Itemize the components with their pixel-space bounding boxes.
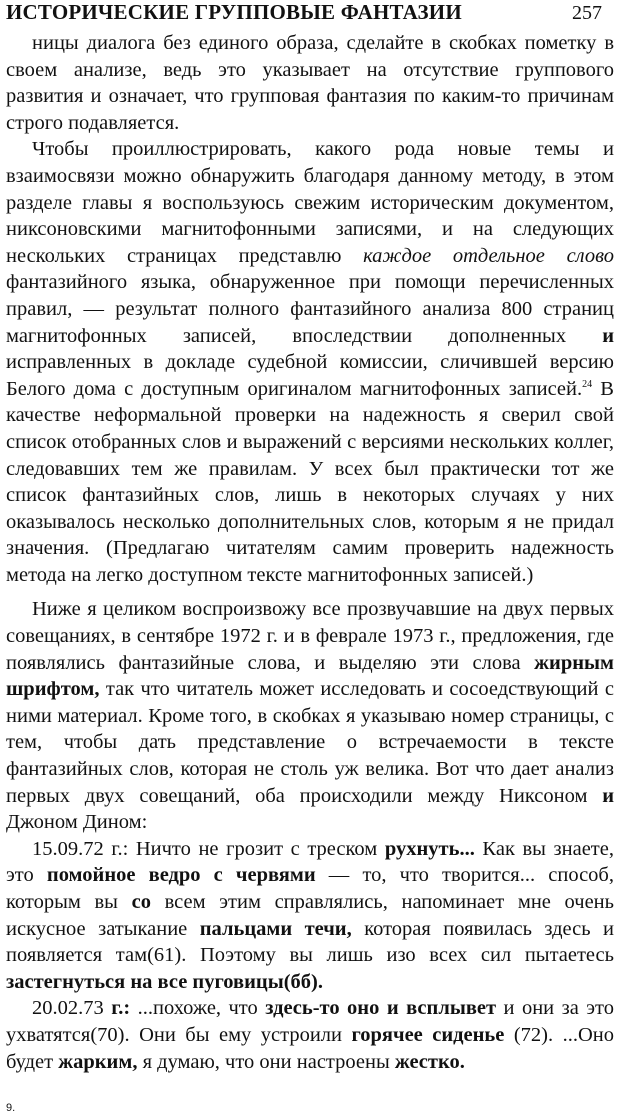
q1-text-c: Как вы знаете, это [6,837,614,887]
paragraph-1 [6,30,614,136]
p3-text-e: Джоном Дином: [6,811,148,834]
q2-bold-f: горячее сиденье [351,1023,505,1046]
q2-bold-j: жестко. [394,1050,465,1073]
p2-bold-conj: и [602,324,614,347]
q2-text-e: и они за это ухватятся(70). Они бы ему устроили [6,997,614,1046]
paragraph-2 [6,136,614,588]
q2-bold-d: здесь-то оно и всплывет [265,997,497,1020]
q2-text-a: 20.02.73 [32,997,112,1020]
paragraph-3 [6,596,614,835]
q1-text-a: 15.09.72 г.: Ничто не грозит с треском [32,837,385,860]
body-text [6,30,614,1075]
q2-bold-h: жарким, [58,1050,138,1073]
p2-italic-phrase: каждое отдельное слово [363,244,614,267]
footnote-marker: 24 [582,378,593,390]
q1-text-i: которая появилась здесь и появляется там(61). Поэтому вы лишь изо всех сил пытаетесь [6,917,614,967]
p2-text-e: исправленных в докладе судебной комиссии, сличившей версию Белого дома с доступным оригиналом магнитофонных записей. [6,351,614,400]
chapter-title: ИСТОРИЧЕСКИЕ ГРУППОВЫЕ ФАНТАЗИИ [6,0,462,24]
page-number: 257 [572,2,602,24]
q2-text-c: ...похоже, что [130,997,266,1020]
p3-text-c: так что читатель может исследовать и сосоедствующий с ними материал. Кроме того, в скобках я указываю номер страницы, с тем, чтобы дать представление о встречаемости в тексте фантазийных слов, которая не столь уж велика. Вот что дает анализ первых двух совещаний, оба происходили между Никсоном [6,678,614,807]
quote-paragraph-1 [6,836,614,996]
quote-paragraph-2 [6,995,614,1075]
p2-text-f: В качестве неформальной проверки на надежность я сверил свой список отобранных слов и выражений с версиями нескольких коллег, следовавших тем же правилам. У всех был практически тот же список фантазийных слов, лишь в некоторых случаях у них оказывалось несколько дополнительных слов, которым я не придал значения. (Предлагаю читателям самим проверить надежность метода на легко доступном тексте магнитофонных записей.) [6,377,614,586]
q1-text-e: — то, что творится... способ, которым вы [6,864,614,913]
p3-bold-conj: и [602,784,614,807]
q1-bold-h: пальцами течи, [199,917,352,940]
p3-text-a: Ниже я целиком воспроизвожу все прозвучавшие на двух первых совещаниях, в сентябре 1972 г. и в феврале 1973 г., предложения, где появлялись фантазийные слова, и выделяю эти слова [6,598,614,674]
q2-bold-b: г.: [111,997,131,1020]
q1-bold-b: рухнуть... [384,837,475,860]
q1-bold-f: со [131,891,151,913]
footer-mark: 9. [6,1102,16,1114]
p2-text-c: фантазийного языка, обнаруженное при помощи перечисленных правил, — результат полного фантазийного анализа 800 страниц магнитофонных записей, впоследствии дополненных [6,271,614,347]
p3-bold-phrase: жирным шрифтом, [6,651,614,701]
q1-bold-j: застегнуться на все пуговицы(бб). [6,970,324,993]
q1-bold-d: помойное ведро с червями [46,864,316,887]
q2-text-g: (72). ...Оно будет [6,1023,614,1073]
p2-text-a: Чтобы проиллюстрировать, какого рода новые темы и взаимосвязи можно обнаружить благодаря данному методу, в этом разделе главы я воспользуюсь свежим историческим документом, никсоновскими магнитофонными записями, и на следующих нескольких страницах представлю [6,138,614,267]
running-header [6,0,614,30]
paragraph-1-text: ницы диалога без единого образа, сделайте в скобках пометку в своем анализе, ведь это указывает на отсутствие группового развития и означает, что групповая фантазия по каким-то причинам строго подавляется. [6,32,614,134]
q2-text-i: я думаю, что они настроены [137,1050,395,1073]
q1-text-g: всем этим справлялись, напоминает мне очень искусное затыкание [6,891,614,940]
